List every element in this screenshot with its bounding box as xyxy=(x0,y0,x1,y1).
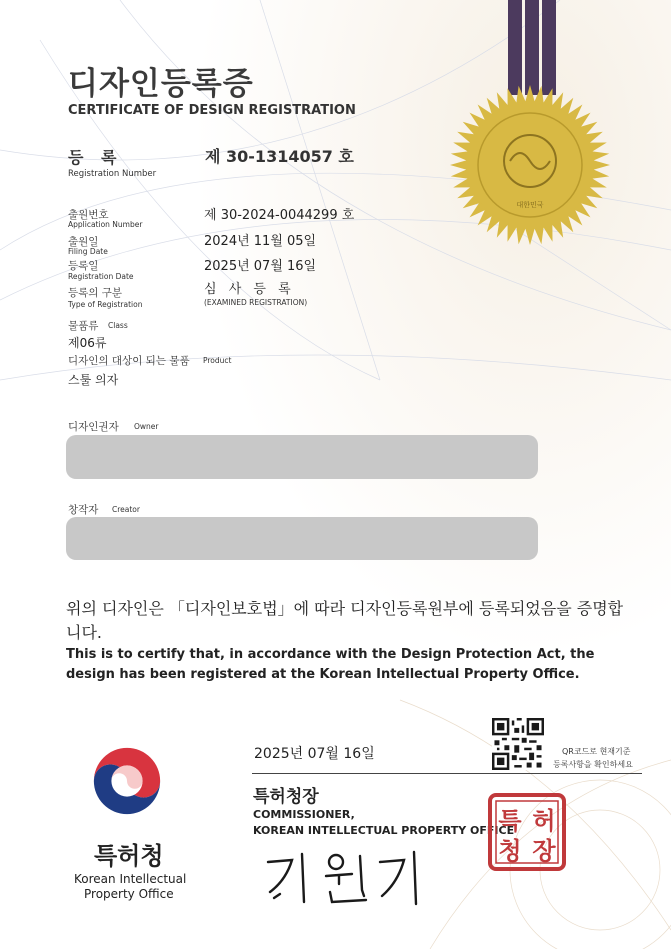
creator-redaction xyxy=(66,517,538,560)
application-number-label-english: Application Number xyxy=(68,220,143,229)
registration-date-label: 등록일 xyxy=(68,260,99,272)
class-value: 제06류 xyxy=(68,336,107,350)
ribbon-stripe xyxy=(525,0,539,95)
qr-note-line-1: QR코드로 현재기준 xyxy=(562,747,631,756)
product-label-english: Product xyxy=(203,356,232,365)
qr-note-line-2: 등록사항을 확인하세요 xyxy=(553,760,633,769)
ribbon-stripe xyxy=(542,0,556,95)
registration-type-label: 등록의 구분 xyxy=(68,287,123,299)
official-red-seal xyxy=(488,793,566,871)
creator-label: 창작자 xyxy=(68,504,99,516)
commissioner-signature xyxy=(256,840,426,910)
svg-text:특: 특 xyxy=(498,806,522,835)
commissioner-title-korean: 특허청장 xyxy=(253,787,319,807)
logo-text-english-line-1: Korean Intellectual xyxy=(74,872,187,886)
filing-date-label-english: Filing Date xyxy=(68,247,108,256)
registration-type-label-english: Type of Registration xyxy=(68,300,143,309)
declaration-korean: 위의 디자인은 「디자인보호법」에 따라 디자인등록원부에 등록되었음을 증명합니다. xyxy=(66,599,624,642)
filing-date-value: 2024년 11월 05일 xyxy=(204,234,317,249)
owner-redaction xyxy=(66,435,538,479)
commissioner-title-line-2: KOREAN INTELLECTUAL PROPERTY OFFICE xyxy=(253,824,515,837)
kipo-logo-icon xyxy=(88,742,166,820)
svg-text:청: 청 xyxy=(498,836,522,865)
application-number-value: 제 30-2024-0044299 호 xyxy=(204,208,355,223)
owner-label: 디자인권자 xyxy=(68,421,119,433)
registration-label-english: Registration Number xyxy=(68,169,157,179)
svg-text:장: 장 xyxy=(532,836,556,865)
registration-number: 제 30-1314057 호 xyxy=(205,147,354,166)
registration-date-value: 2025년 07월 16일 xyxy=(204,259,317,274)
filing-date-label: 출원일 xyxy=(68,236,99,248)
commissioner-title-line-1: COMMISSIONER, xyxy=(253,808,355,821)
seal-text: 대한민국 xyxy=(516,201,544,209)
owner-label-english: Owner xyxy=(134,422,159,431)
footer-divider xyxy=(252,773,642,774)
registration-type-value: 심 사 등 록 xyxy=(204,282,295,297)
logo-text-english-line-2: Property Office xyxy=(84,887,174,901)
issue-date: 2025년 07월 16일 xyxy=(254,746,375,762)
creator-label-english: Creator xyxy=(112,505,140,514)
document-title-english: CERTIFICATE OF DESIGN REGISTRATION xyxy=(68,103,356,118)
ribbon-stripe xyxy=(508,0,522,95)
logo-text-korean: 특허청 xyxy=(94,842,164,870)
registration-type-value-english: (EXAMINED REGISTRATION) xyxy=(204,298,308,307)
class-label-english: Class xyxy=(108,321,128,330)
svg-text:허: 허 xyxy=(532,806,556,835)
qr-code-icon xyxy=(492,718,544,770)
document-title: 디자인등록증 xyxy=(68,66,254,102)
registration-label: 등 록 xyxy=(68,148,123,167)
product-value: 스툴 의자 xyxy=(68,373,119,387)
product-label: 디자인의 대상이 되는 물품 xyxy=(68,355,190,367)
declaration-english: This is to certify that, in accordance with the Design Protection Act, the design has been registered at the Korean Intellectual Property Office. xyxy=(66,647,595,682)
application-number-label: 출원번호 xyxy=(68,209,109,221)
class-label: 물품류 xyxy=(68,320,99,332)
registration-date-label-english: Registration Date xyxy=(68,272,134,281)
gold-seal xyxy=(448,83,612,247)
